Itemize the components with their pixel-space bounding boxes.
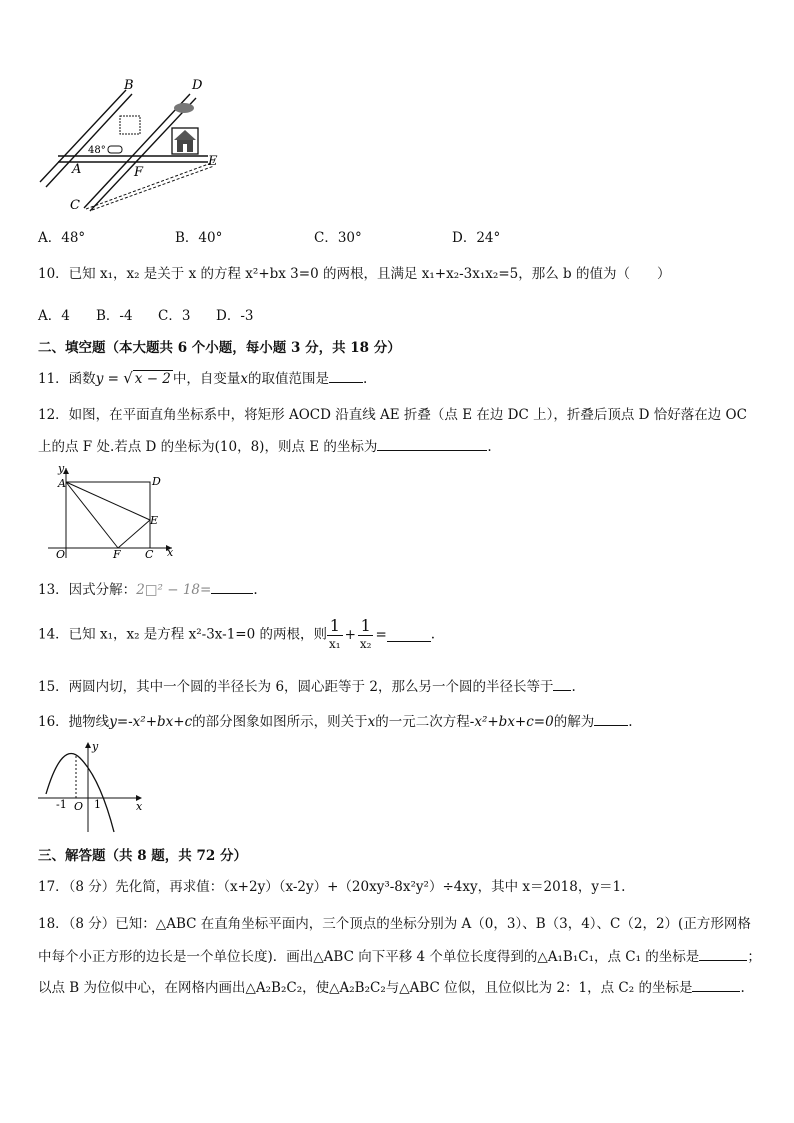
fig16-label-1: 1 bbox=[94, 798, 101, 811]
q10-option-c[interactable]: C．3 bbox=[158, 308, 191, 324]
fig12-label-O: O bbox=[56, 548, 66, 561]
q16-text: 16．抛物线y=-x²+bx+c的部分图象如图所示，则关于x的一元二次方程-x²+bx+c=0的解为 . bbox=[38, 714, 633, 730]
q11-text: 11．函数y = √ x − 2 中，自变量x的取值范围是 . bbox=[38, 369, 368, 387]
fig9-label-B: B bbox=[124, 78, 134, 93]
q10-option-d[interactable]: D．-3 bbox=[216, 308, 254, 324]
q9-option-a[interactable]: A．48° bbox=[38, 230, 86, 246]
q12-line-2: 上的点 F 处.若点 D 的坐标为(10，8)，则点 E 的坐标为 . bbox=[38, 439, 492, 455]
q15-answer-blank[interactable] bbox=[553, 677, 571, 691]
q14-text: 14．已知 x₁，x₂ 是方程 x²-3x-1=0 的两根，则 $\frac{1}{\text{x₁}}$ + $\frac{1}{\text{x₂}}$ = . bbox=[38, 616, 436, 651]
fig9-label-C: C bbox=[70, 198, 80, 213]
q9-option-b[interactable]: B．40° bbox=[175, 230, 223, 246]
fig9-label-F: F bbox=[134, 165, 144, 180]
q10-option-b[interactable]: B．-4 bbox=[96, 308, 133, 324]
q11-answer-blank[interactable] bbox=[329, 369, 363, 383]
q12-figure bbox=[40, 462, 180, 562]
fig16-label-y: y bbox=[92, 740, 99, 753]
q12-line-1: 12．如图，在平面直角坐标系中，将矩形 AOCD 沿直线 AE 折叠（点 E 在边 DC 上），折叠后顶点 D 恰好落在边 OC bbox=[38, 407, 747, 423]
q12-answer-blank[interactable] bbox=[377, 437, 487, 451]
fig16-label-O: O bbox=[74, 800, 84, 813]
fig9-angle-label: 48° bbox=[88, 145, 106, 156]
fig9-label-D: D bbox=[192, 78, 203, 93]
q14-answer-blank[interactable] bbox=[387, 628, 431, 642]
q18-line-2: 中每个小正方形的边长是一个单位长度)．画出△ABC 向下平移 4 个单位长度得到的△A₁B₁C₁，点 C₁ 的坐标是 ； bbox=[38, 949, 761, 965]
q17-text: 17．（8 分）先化简，再求值：（x+2y）（x-2y）+（20xy³-8x²y²）÷4xy，其中 x＝2018，y＝1. bbox=[38, 879, 626, 895]
fig12-label-F: F bbox=[113, 548, 121, 561]
q10-text: 10．已知 x₁，x₂ 是关于 x 的方程 x²+bx 3=0 的两根，且满足 x₁+x₂-3x₁x₂=5，那么 b 的值为（ ） bbox=[38, 266, 671, 282]
fig16-label-x: x bbox=[136, 800, 143, 813]
q14-fraction-2: $\frac{1}{\text{x₂}}$ bbox=[359, 616, 372, 651]
q9-option-c[interactable]: C．30° bbox=[314, 230, 362, 246]
fig9-label-E: E bbox=[208, 154, 218, 169]
fig12-label-A: A bbox=[58, 477, 66, 490]
fig12-label-x: x bbox=[167, 546, 174, 559]
q18-line-1: 18．（8 分）已知：△ABC 在直角坐标平面内，三个顶点的坐标分别为 A（0，3）、B（3，4）、C（2，2）(正方形网格 bbox=[38, 916, 751, 932]
q9-option-d[interactable]: D．24° bbox=[452, 230, 501, 246]
fig12-label-C: C bbox=[145, 548, 154, 561]
fig12-label-D: D bbox=[152, 475, 161, 488]
fig12-label-E: E bbox=[150, 514, 159, 527]
fig12-label-y: y bbox=[58, 462, 65, 475]
q18-answer-blank-2[interactable] bbox=[692, 978, 740, 992]
section-heading-solutions: 三、解答题（共 8 题，共 72 分） bbox=[38, 848, 247, 864]
section-heading-fill-in: 二、填空题（本大题共 6 个小题，每小题 3 分，共 18 分） bbox=[38, 340, 401, 356]
q18-answer-blank-1[interactable] bbox=[699, 947, 747, 961]
q13-answer-blank[interactable] bbox=[211, 580, 253, 594]
q16-figure bbox=[36, 738, 156, 836]
fig16-label-neg1: -1 bbox=[56, 798, 67, 811]
fig9-label-A: A bbox=[72, 162, 82, 177]
q10-option-a[interactable]: A．4 bbox=[38, 308, 70, 324]
q13-text: 13．因式分解：2□² − 18= . bbox=[38, 582, 258, 598]
q18-line-3: 以点 B 为位似中心，在网格内画出△A₂B₂C₂，使△A₂B₂C₂与△ABC 位似，且位似比为 2：1，点 C₂ 的坐标是 . bbox=[38, 980, 745, 996]
q14-fraction-1: $\frac{1}{\text{x₁}}$ bbox=[329, 616, 341, 651]
q9-figure bbox=[36, 76, 226, 216]
q15-text: 15．两圆内切，其中一个圆的半径长为 6，圆心距等于 2，那么另一个圆的半径长等于 . bbox=[38, 679, 576, 695]
q16-answer-blank[interactable] bbox=[594, 712, 628, 726]
